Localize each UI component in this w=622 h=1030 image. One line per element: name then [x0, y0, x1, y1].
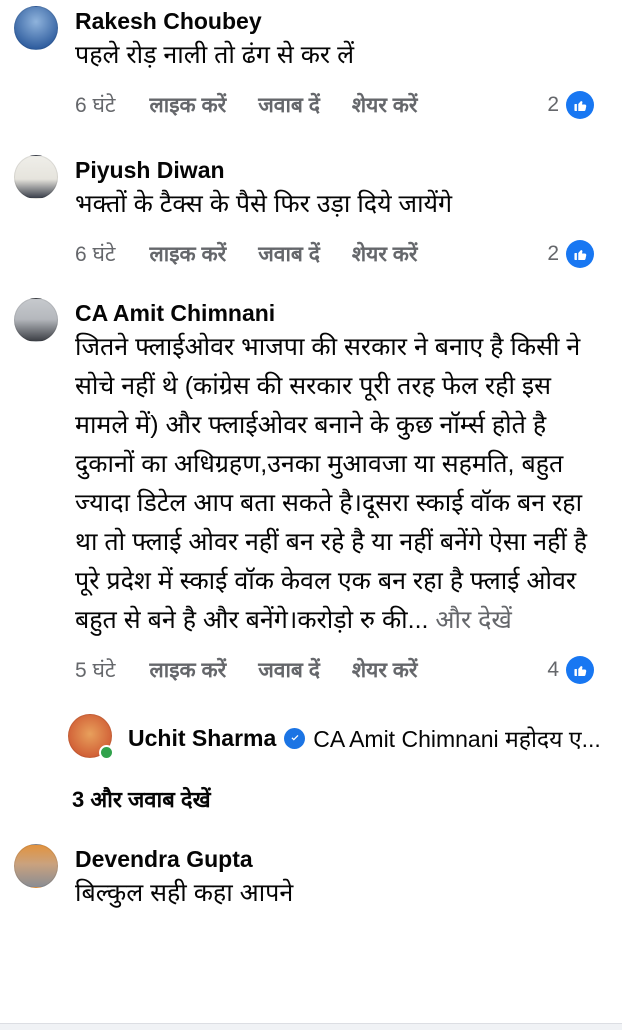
comment-author[interactable]: CA Amit Chimnani: [75, 300, 276, 326]
reaction-summary[interactable]: [547, 656, 594, 684]
verified-badge-icon: [284, 728, 305, 749]
comment: [0, 6, 622, 119]
like-button[interactable]: लाइक करें: [149, 243, 227, 266]
reply-author[interactable]: Uchit Sharma: [128, 724, 277, 751]
avatar[interactable]: [14, 155, 58, 199]
thumbs-up-icon[interactable]: [566, 91, 594, 119]
comment-meta: [75, 91, 610, 119]
reply-button[interactable]: जवाब दें: [258, 94, 320, 117]
comment-reply: [0, 714, 622, 758]
comment-author[interactable]: Rakesh Choubey: [75, 8, 262, 34]
comment-text-truncated: जितने फ्लाईओवर भाजपा की सरकार ने बनाए है किसी ने सोचे नहीं थे (कांग्रेस की सरकार पूरी तरह फेल रही इस मामले में) और फ्लाईओवर बनाने के कुछ नॉर्म्स होते है दुकानों का अधिग्रहण,उनका मुआवजा या सहमति, बहुत ज्यादा डिटेल आप बता सकते है।दूसरा स्काई वॉक बन रहा था तो फ्लाई ओवर नहीं बन रहे है या नहीं बनेंगे ऐसा नहीं है पूरे प्रदेश में स्काई वॉक केवल एक बन रहा है फ्लाई ओवर बहुत से बने है और बनेंगे।करोड़ो रु की...: [75, 333, 588, 634]
online-status-indicator: [99, 745, 114, 760]
comment-text: पहले रोड़ नाली तो ढंग से कर लें: [75, 41, 355, 69]
comment-meta: [75, 656, 610, 684]
comment-body: [75, 298, 610, 684]
comment-body: [75, 844, 610, 913]
reply-line: [128, 722, 601, 754]
share-button[interactable]: शेयर करें: [351, 94, 418, 117]
avatar[interactable]: [14, 298, 58, 342]
reaction-summary[interactable]: [547, 91, 594, 119]
comment-body: [75, 6, 610, 119]
avatar[interactable]: [14, 6, 58, 50]
share-button[interactable]: शेयर करें: [351, 243, 418, 266]
reply-button[interactable]: जवाब दें: [258, 243, 320, 266]
bottom-divider: [0, 1023, 622, 1030]
share-button[interactable]: शेयर करें: [351, 659, 418, 682]
comment-text: [75, 328, 610, 640]
comment-body: [75, 155, 610, 268]
like-button[interactable]: लाइक करें: [149, 659, 227, 682]
avatar[interactable]: [14, 844, 58, 888]
reply-avatar-wrap: [68, 714, 112, 758]
reply-button[interactable]: जवाब दें: [258, 659, 320, 682]
comment-author[interactable]: Piyush Diwan: [75, 157, 225, 183]
comment-meta: [75, 240, 610, 268]
like-count[interactable]: 4: [547, 658, 559, 681]
comment: [0, 844, 622, 913]
comment-timestamp[interactable]: 5 घंटे: [75, 659, 116, 682]
comment-author[interactable]: Devendra Gupta: [75, 846, 253, 872]
comment-text: भक्तों के टैक्स के पैसे फिर उड़ा दिये जायेंगे: [75, 190, 453, 218]
like-button[interactable]: लाइक करें: [149, 94, 227, 117]
see-more-link[interactable]: और देखें: [435, 606, 512, 634]
comment: [0, 155, 622, 268]
reply-text: CA Amit Chimnani महोदय ए...: [313, 726, 601, 752]
reaction-summary[interactable]: [547, 240, 594, 268]
comment-timestamp[interactable]: 6 घंटे: [75, 94, 116, 117]
comment: [0, 298, 622, 684]
view-more-replies-button[interactable]: 3 और जवाब देखें: [72, 787, 211, 812]
comment-timestamp[interactable]: 6 घंटे: [75, 243, 116, 266]
like-count[interactable]: 2: [547, 242, 559, 265]
comment-text: बिल्कुल सही कहा आपने: [75, 879, 294, 907]
like-count[interactable]: 2: [547, 93, 559, 116]
thumbs-up-icon[interactable]: [566, 656, 594, 684]
thumbs-up-icon[interactable]: [566, 240, 594, 268]
